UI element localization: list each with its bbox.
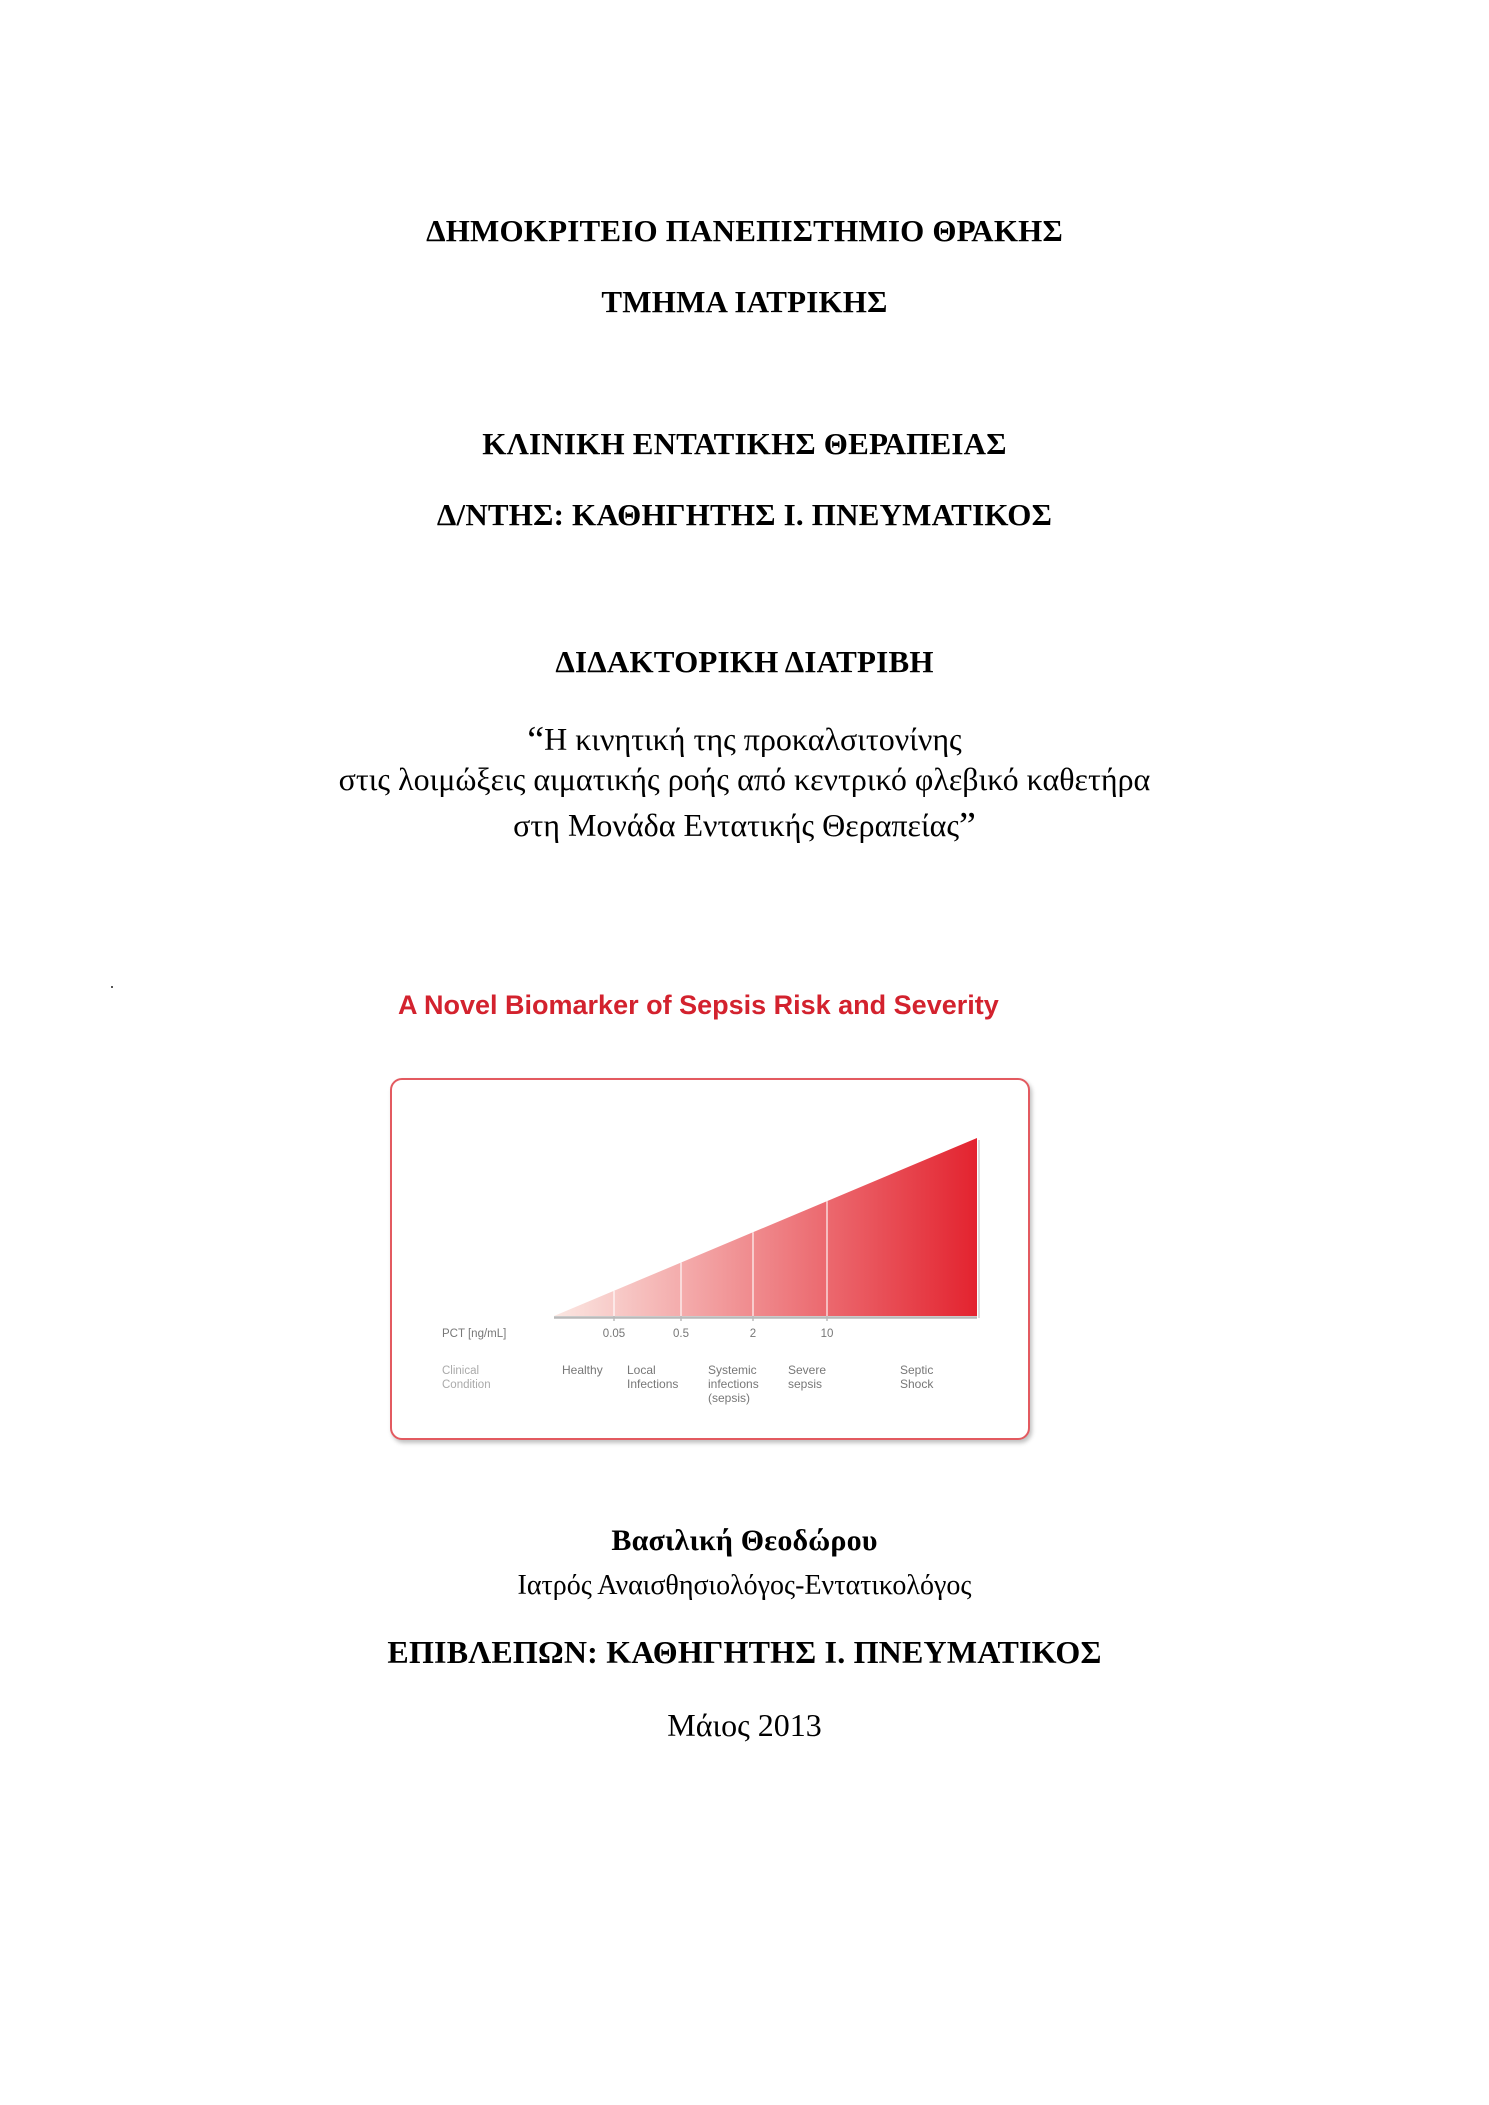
clinical-category-label: Shock (900, 1377, 934, 1391)
clinical-category-label: Systemic (708, 1363, 757, 1377)
threshold-label: 10 (820, 1328, 834, 1340)
close-quote: ” (959, 805, 976, 847)
clinical-category-label: Infections (627, 1377, 679, 1391)
clinical-condition-label: Condition (442, 1379, 491, 1391)
supervisor-line: ΕΠΙΒΛΕΠΩΝ: ΚΑΘΗΓΗΤΗΣ Ι. ΠΝΕΥΜΑΤΙΚΟΣ (387, 1634, 1102, 1670)
pct-chart (392, 1080, 1028, 1438)
threshold-label: 2 (749, 1328, 757, 1340)
department-name: ΤΜΗΜΑ ΙΑΤΡΙΚΗΣ (601, 284, 888, 319)
clinical-category-label: (sepsis) (708, 1391, 751, 1405)
clinical-category-label: Severe (788, 1363, 827, 1377)
clinical-category-label: Healthy (562, 1363, 603, 1377)
pct-axis-label: PCT [ng/mL] (442, 1328, 507, 1340)
figure-frame (390, 1078, 1030, 1440)
stray-dot (111, 986, 113, 988)
threshold-label: 0.5 (673, 1328, 689, 1340)
author-role: Ιατρός Αναισθησιολόγος-Εντατικολόγος (517, 1570, 972, 1601)
clinical-category-label: Septic (900, 1363, 934, 1377)
university-name: ΔΗΜΟΚΡΙΤΕΙΟ ΠΑΝΕΠΙΣΤΗΜΙΟ ΘΡΑΚΗΣ (426, 213, 1063, 248)
threshold-label: 0.05 (602, 1328, 626, 1340)
pct-wedge (554, 1138, 977, 1316)
clinical-condition-label: Clinical (442, 1365, 480, 1377)
clinic-name: ΚΛΙΝΙΚΗ ΕΝΤΑΤΙΚΗΣ ΘΕΡΑΠΕΙΑΣ (482, 426, 1007, 461)
clinical-category-label: sepsis (788, 1377, 823, 1391)
thesis-title-text-3: στη Μονάδα Εντατικής Θεραπείας (513, 807, 960, 843)
open-quote: “ (527, 719, 545, 761)
thesis-title-text-1: Η κινητική της προκαλσιτονίνης (544, 721, 962, 757)
clinical-category-label: Local (627, 1363, 656, 1377)
author-name: Βασιλική Θεοδώρου (611, 1524, 878, 1557)
clinic-director: Δ/ΝΤΗΣ: ΚΑΘΗΓΗΤΗΣ Ι. ΠΝΕΥΜΑΤΙΚΟΣ (436, 497, 1053, 532)
document-date: Μάιος 2013 (667, 1707, 822, 1743)
clinical-category-label: infections (708, 1377, 759, 1391)
thesis-title-line-1 (0, 718, 1489, 762)
thesis-type: ΔΙΔΑΚΤΟΡΙΚΗ ΔΙΑΤΡΙΒΗ (555, 644, 934, 679)
thesis-title-line-3 (0, 804, 1489, 848)
thesis-title-line-2: στις λοιμώξεις αιματικής ροής από κεντρικό φλεβικό καθετήρα (338, 761, 1151, 797)
figure-title: A Novel Biomarker of Sepsis Risk and Severity (398, 990, 999, 1020)
